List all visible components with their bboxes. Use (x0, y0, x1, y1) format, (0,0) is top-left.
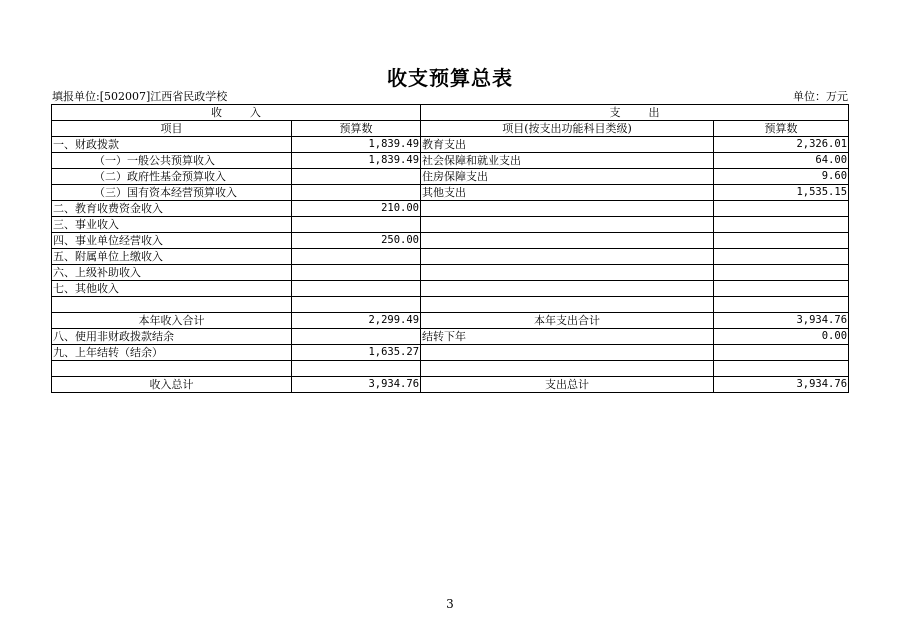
income-item (52, 297, 292, 313)
expense-value: 9.60 (714, 169, 849, 185)
report-meta-line (52, 88, 848, 102)
income-value (292, 329, 421, 345)
expense-item: 教育支出 (421, 137, 714, 153)
income-subtotal-label: 本年收入合计 (52, 313, 292, 329)
expense-subtotal-value: 3,934.76 (714, 313, 849, 329)
budget-summary-table (51, 104, 849, 393)
income-item: 九、上年结转（结余） (52, 345, 292, 361)
expense-item: 住房保障支出 (421, 169, 714, 185)
expense-value (714, 201, 849, 217)
expense-value (714, 361, 849, 377)
expense-value (714, 249, 849, 265)
expense-item (421, 217, 714, 233)
expense-section-header: 支 出 (421, 105, 849, 121)
grand-total-row (52, 377, 849, 393)
income-total-label: 收入总计 (52, 377, 292, 393)
column-header-row (52, 121, 849, 137)
income-value: 1,839.49 (292, 137, 421, 153)
table-row (52, 185, 849, 201)
income-total-value: 3,934.76 (292, 377, 421, 393)
col-header-expense-item: 项目(按支出功能科目类级) (421, 121, 714, 137)
income-item: 二、教育收费资金收入 (52, 201, 292, 217)
expense-item (421, 345, 714, 361)
expense-value (714, 265, 849, 281)
section-header-row (52, 105, 849, 121)
income-value: 210.00 (292, 201, 421, 217)
table-row (52, 153, 849, 169)
table-row (52, 201, 849, 217)
income-item: （一）一般公共预算收入 (52, 153, 292, 169)
subtotal-row (52, 313, 849, 329)
income-item: （二）政府性基金预算收入 (52, 169, 292, 185)
table-row (52, 329, 849, 345)
income-value (292, 281, 421, 297)
income-value: 1,635.27 (292, 345, 421, 361)
expense-value: 0.00 (714, 329, 849, 345)
expense-value: 1,535.15 (714, 185, 849, 201)
income-item: （三）国有资本经营预算收入 (52, 185, 292, 201)
table-row (52, 169, 849, 185)
expense-item (421, 361, 714, 377)
table-row (52, 281, 849, 297)
page-number: 3 (446, 597, 454, 611)
income-item: 六、上级补助收入 (52, 265, 292, 281)
expense-value (714, 217, 849, 233)
income-section-header: 收 入 (52, 105, 421, 121)
table-row (52, 297, 849, 313)
table-row (52, 137, 849, 153)
expense-item (421, 297, 714, 313)
income-subtotal-value: 2,299.49 (292, 313, 421, 329)
table-row (52, 233, 849, 249)
expense-item (421, 281, 714, 297)
table-row (52, 217, 849, 233)
expense-value (714, 345, 849, 361)
income-value (292, 185, 421, 201)
filler-unit: 填报单位:[502007]江西省民政学校 (52, 90, 228, 103)
col-header-income-budget: 预算数 (292, 121, 421, 137)
expense-value (714, 281, 849, 297)
expense-item (421, 201, 714, 217)
expense-subtotal-label: 本年支出合计 (421, 313, 714, 329)
expense-item (421, 249, 714, 265)
income-value (292, 169, 421, 185)
currency-unit: 单位：万元 (793, 90, 848, 103)
income-value (292, 297, 421, 313)
expense-value: 2,326.01 (714, 137, 849, 153)
expense-value (714, 297, 849, 313)
income-value (292, 217, 421, 233)
expense-item (421, 265, 714, 281)
income-item: 八、使用非财政拨款结余 (52, 329, 292, 345)
table-row (52, 249, 849, 265)
table-row (52, 345, 849, 361)
income-item: 七、其他收入 (52, 281, 292, 297)
expense-total-value: 3,934.76 (714, 377, 849, 393)
table-row (52, 265, 849, 281)
table-row (52, 361, 849, 377)
col-header-income-item: 项目 (52, 121, 292, 137)
expense-item (421, 233, 714, 249)
col-header-expense-budget: 预算数 (714, 121, 849, 137)
income-value (292, 265, 421, 281)
income-item: 一、财政拨款 (52, 137, 292, 153)
expense-item: 社会保障和就业支出 (421, 153, 714, 169)
expense-total-label: 支出总计 (421, 377, 714, 393)
expense-value (714, 233, 849, 249)
income-value (292, 361, 421, 377)
income-value: 250.00 (292, 233, 421, 249)
expense-item: 结转下年 (421, 329, 714, 345)
page-title: 收支预算总表 (387, 66, 513, 90)
income-item: 五、附属单位上缴收入 (52, 249, 292, 265)
expense-item: 其他支出 (421, 185, 714, 201)
income-item: 四、事业单位经营收入 (52, 233, 292, 249)
income-value: 1,839.49 (292, 153, 421, 169)
expense-value: 64.00 (714, 153, 849, 169)
income-item (52, 361, 292, 377)
income-value (292, 249, 421, 265)
income-item: 三、事业收入 (52, 217, 292, 233)
